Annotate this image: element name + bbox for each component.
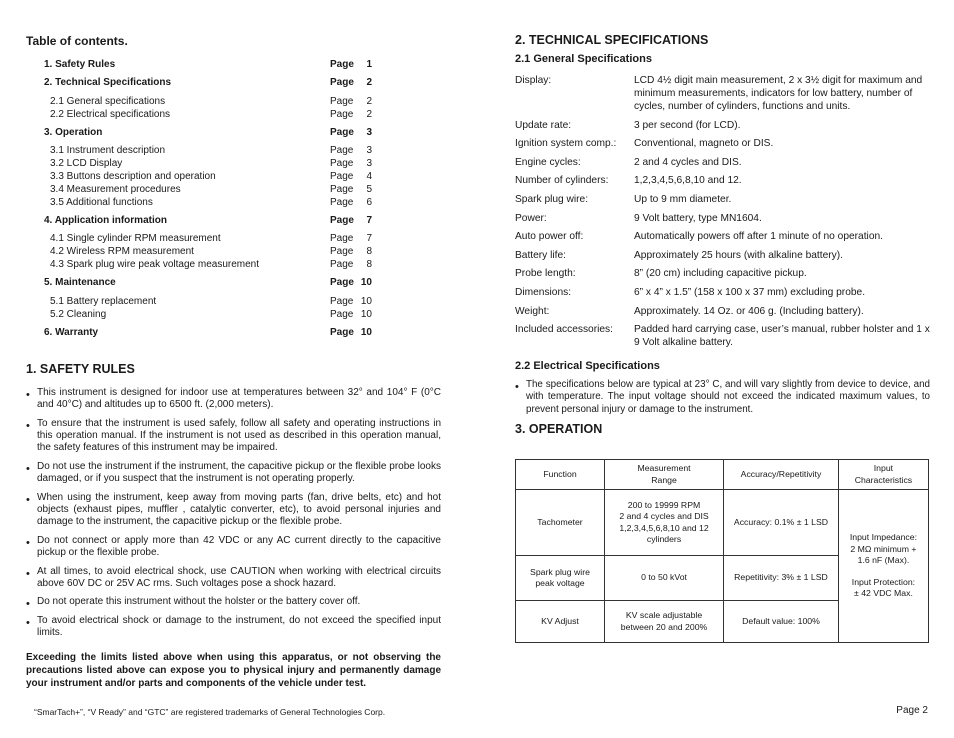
general-spec-heading: 2.1 General Specifications bbox=[515, 53, 652, 65]
toc-page-label: Page bbox=[330, 326, 354, 338]
general-spec-list bbox=[515, 74, 930, 349]
spec-label: Number of cylinders: bbox=[515, 175, 609, 187]
toc-entry-page bbox=[330, 59, 372, 72]
electrical-spec-heading: 2.2 Electrical Specifications bbox=[515, 360, 660, 373]
operation-spec-table bbox=[515, 459, 929, 643]
spec-value: Up to 9 mm diameter. bbox=[634, 193, 732, 205]
toc-entry bbox=[44, 77, 372, 90]
spec-value: 8” (20 cm) including capacitive pickup. bbox=[634, 268, 807, 280]
toc-page-label: Page bbox=[330, 295, 354, 307]
toc-entry-title: 3.2 LCD Display bbox=[50, 158, 123, 170]
spec-row bbox=[515, 249, 930, 262]
toc-entry-page bbox=[330, 197, 372, 210]
toc-page-label: Page bbox=[330, 126, 354, 138]
toc-entry-title: 4.1 Single cylinder RPM measurement bbox=[50, 233, 221, 245]
toc-entry-page bbox=[330, 215, 372, 228]
toc-entry bbox=[44, 277, 372, 290]
spec-row bbox=[515, 74, 930, 113]
page-number: Page 2 bbox=[896, 705, 928, 716]
toc-page-label: Page bbox=[330, 246, 354, 258]
table-cell: KV Adjust bbox=[516, 601, 605, 643]
toc-entry bbox=[44, 96, 372, 109]
toc-page-label: Page bbox=[330, 145, 354, 157]
toc-page-label: Page bbox=[330, 77, 354, 89]
toc-entry bbox=[44, 171, 372, 184]
spec-value: 9 Volt battery, type MN1604. bbox=[634, 212, 762, 224]
spec-label: Auto power off: bbox=[515, 231, 584, 243]
safety-rule-item: • To ensure that the instrument is used safely, follow all safety and operating instructions in this operation manual. If the instrument is not used as described in this operation manual, the safety features of this instrument may be impaired. bbox=[26, 418, 441, 455]
toc-entry bbox=[44, 127, 372, 140]
toc-entry-title: 4. Application information bbox=[44, 214, 167, 226]
spec-label: Probe length: bbox=[515, 268, 576, 280]
table-header-cell: Measurement Range bbox=[604, 460, 723, 490]
toc-page-label: Page bbox=[330, 308, 354, 320]
electrical-spec-item: • The specifications below are typical at 23° C, and will vary slightly from device to device, and with temperature. The input voltage should not exceed the indicated maximum values, to prevent personal injury or damage to the instrument. bbox=[515, 379, 930, 416]
toc-entry-page bbox=[330, 296, 372, 309]
spec-value: Approximately 25 hours (with alkaline battery). bbox=[634, 249, 843, 261]
toc-entry-title: 4.3 Spark plug wire peak voltage measurement bbox=[50, 258, 260, 270]
safety-rule-item: • Do not operate this instrument without the holster or the battery cover off. bbox=[26, 596, 441, 608]
toc-page-number: 8 bbox=[366, 258, 372, 270]
toc-page-label: Page bbox=[330, 108, 354, 120]
toc-page-label: Page bbox=[330, 158, 354, 170]
safety-bullets bbox=[26, 387, 441, 639]
table-header-cell: Accuracy/Repetitivity bbox=[724, 460, 839, 490]
toc-page-label: Page bbox=[330, 59, 354, 70]
toc-entry-title: 6. Warranty bbox=[44, 326, 99, 338]
toc-entry bbox=[44, 145, 372, 158]
toc-page-number: 2 bbox=[366, 95, 372, 107]
table-of-contents bbox=[44, 59, 372, 340]
spec-value: Automatically powers off after 1 minute of no operation. bbox=[634, 231, 883, 243]
spec-row bbox=[515, 305, 930, 318]
toc-entry bbox=[44, 109, 372, 122]
toc-entry-title: 4.2 Wireless RPM measurement bbox=[50, 246, 194, 258]
toc-entry bbox=[44, 296, 372, 309]
spec-value: Padded hard carrying case, user’s manual, rubber holster and 1 x 9 Volt alkaline battery. bbox=[634, 324, 930, 349]
operation-heading: 3. OPERATION bbox=[515, 421, 603, 436]
spec-row bbox=[515, 193, 930, 206]
toc-page-number: 5 bbox=[366, 183, 372, 195]
spec-row bbox=[515, 230, 930, 243]
toc-entry bbox=[44, 197, 372, 210]
trademark-note: “SmarTach+”, “V Ready” and “GTC” are registered trademarks of General Technologies Corp. bbox=[34, 707, 386, 718]
toc-page-number: 3 bbox=[366, 158, 372, 170]
toc-entry-title: 3.4 Measurement procedures bbox=[50, 183, 181, 195]
spec-label: Ignition system comp.: bbox=[515, 138, 617, 150]
toc-page-number: 2 bbox=[366, 77, 372, 89]
table-cell: KV scale adjustable between 20 and 200% bbox=[604, 601, 723, 643]
toc-entry-page bbox=[330, 127, 372, 140]
toc-page-number: 10 bbox=[360, 326, 372, 338]
toc-entry bbox=[44, 59, 372, 72]
safety-rule-item: • Do not connect or apply more than 42 VDC or any AC current directly to the capacitive pickup or the flexible probe. bbox=[26, 535, 441, 560]
toc-page-label: Page bbox=[330, 170, 354, 182]
table-row bbox=[516, 490, 929, 556]
toc-page-number: 10 bbox=[360, 277, 372, 289]
spec-value: Approximately. 14 Oz. or 406 g. (Including battery). bbox=[634, 305, 864, 317]
input-characteristics-cell: Input Impedance: 2 MΩ minimum + 1.6 nF (Max). Input Protection: ± 42 VDC Max. bbox=[838, 490, 928, 643]
toc-page-number: 6 bbox=[366, 196, 372, 208]
spec-row bbox=[515, 156, 930, 169]
safety-rule-item: • To avoid electrical shock or damage to the instrument, do not exceed the specified input limits. bbox=[26, 615, 441, 640]
toc-entry-page bbox=[330, 77, 372, 90]
toc-page-label: Page bbox=[330, 95, 354, 107]
toc-entry bbox=[44, 246, 372, 259]
toc-page-number: 10 bbox=[360, 308, 372, 320]
toc-page-number: 7 bbox=[366, 214, 372, 226]
spec-row bbox=[515, 267, 930, 280]
spec-row bbox=[515, 286, 930, 299]
spec-value: 2 and 4 cycles and DIS. bbox=[634, 156, 742, 168]
spec-value: 1,2,3,4,5,6,8,10 and 12. bbox=[634, 175, 742, 187]
toc-entry-page bbox=[330, 277, 372, 290]
safety-rule-item: • This instrument is designed for indoor use at temperatures between 32° and 104° F (0°C and 40°C) and altitudes up to 6500 ft. (2,000 meters). bbox=[26, 387, 441, 412]
table-header-row bbox=[516, 460, 929, 490]
toc-entry-title: 3.5 Additional functions bbox=[50, 196, 153, 208]
toc-title: Table of contents. bbox=[26, 34, 128, 48]
toc-entry-title: 3.3 Buttons description and operation bbox=[50, 170, 216, 182]
spec-row bbox=[515, 174, 930, 187]
spec-label: Weight: bbox=[515, 305, 550, 317]
toc-entry bbox=[44, 259, 372, 272]
safety-warning: Exceeding the limits listed above when using this apparatus, or not observing the precautions listed above can expose you to physical injury and permanently damage your instrument and/or parts and components of the vehicle under test. bbox=[26, 652, 441, 689]
toc-entry-title: 2.2 Electrical specifications bbox=[50, 108, 171, 120]
toc-entry-title: 5.2 Cleaning bbox=[50, 308, 107, 320]
toc-page-number: 8 bbox=[366, 246, 372, 258]
toc-entry-page bbox=[330, 259, 372, 272]
table-cell: 200 to 19999 RPM 2 and 4 cycles and DIS 1,2,3,4,5,6,8,10 and 12 cylinders bbox=[604, 490, 723, 556]
technical-specifications-section bbox=[515, 33, 930, 436]
safety-rule-item: • When using the instrument, keep away from moving parts (fan, drive belts, etc) and hot objects (exhaust pipes, muffler , catalytic converter, etc), to avoid personal injuries and damage to the instrument, the capacitive pickup or the flexible probe. bbox=[26, 492, 441, 529]
toc-entry-page bbox=[330, 184, 372, 197]
table-header-cell: Input Characteristics bbox=[838, 460, 928, 490]
toc-entry bbox=[44, 327, 372, 340]
toc-page-label: Page bbox=[330, 183, 354, 195]
spec-label: Battery life: bbox=[515, 249, 566, 261]
spec-value: Conventional, magneto or DIS. bbox=[634, 138, 774, 150]
electrical-spec-bullets bbox=[515, 379, 930, 416]
toc-entry bbox=[44, 309, 372, 322]
toc-entry-page bbox=[330, 158, 372, 171]
toc-page-number: 2 bbox=[366, 108, 372, 120]
toc-entry bbox=[44, 233, 372, 246]
toc-entry bbox=[44, 184, 372, 197]
spec-label: Update rate: bbox=[515, 119, 572, 131]
spec-value: 3 per second (for LCD). bbox=[634, 119, 741, 131]
toc-entry-page bbox=[330, 309, 372, 322]
toc-entry bbox=[44, 215, 372, 228]
toc-page-number: 1 bbox=[366, 59, 372, 70]
toc-page-number: 4 bbox=[366, 170, 372, 182]
toc-entry-page bbox=[330, 96, 372, 109]
spec-value: LCD 4½ digit main measurement, 2 x 3½ digit for maximum and minimum measurements, indicators for low battery, number of cycles, number of cylinders, functions and units. bbox=[634, 75, 923, 112]
toc-page-number: 3 bbox=[366, 126, 372, 138]
spec-label: Engine cycles: bbox=[515, 156, 581, 168]
toc-entry-page bbox=[330, 109, 372, 122]
toc-entry-title: 2. Technical Specifications bbox=[44, 77, 172, 89]
spec-label: Power: bbox=[515, 212, 547, 224]
toc-entry-title: 5.1 Battery replacement bbox=[50, 295, 157, 307]
toc-entry-title: 2.1 General specifications bbox=[50, 95, 166, 107]
toc-entry-title: 3.1 Instrument description bbox=[50, 145, 166, 157]
spec-row bbox=[515, 137, 930, 150]
spec-row bbox=[515, 212, 930, 225]
safety-rules-section bbox=[26, 362, 441, 717]
spec-row bbox=[515, 119, 930, 132]
safety-heading: 1. SAFETY RULES bbox=[26, 362, 135, 376]
toc-page-label: Page bbox=[330, 277, 354, 289]
safety-rule-item: • Do not use the instrument if the instrument, the capacitive pickup or the flexible probe looks damaged, or if you suspect that the instrument is not operating properly. bbox=[26, 461, 441, 486]
table-cell: Accuracy: 0.1% ± 1 LSD bbox=[724, 490, 839, 556]
spec-label: Spark plug wire: bbox=[515, 193, 589, 205]
toc-entry-page bbox=[330, 171, 372, 184]
toc-page-label: Page bbox=[330, 233, 354, 245]
toc-entry bbox=[44, 158, 372, 171]
toc-entry-page bbox=[330, 233, 372, 246]
toc-page-number: 3 bbox=[366, 145, 372, 157]
spec-value: 6” x 4” x 1.5” (158 x 100 x 37 mm) excluding probe. bbox=[634, 286, 866, 298]
table-cell: 0 to 50 kVot bbox=[604, 556, 723, 601]
toc-page-number: 10 bbox=[360, 295, 372, 307]
safety-rule-item: • At all times, to avoid electrical shock, use CAUTION when working with electrical circuits above 60V DC or 25V AC rms. Such voltages pose a shock hazard. bbox=[26, 566, 441, 591]
spec-label: Dimensions: bbox=[515, 286, 572, 298]
tech-spec-heading: 2. TECHNICAL SPECIFICATIONS bbox=[515, 33, 709, 47]
spec-label: Display: bbox=[515, 75, 552, 86]
toc-entry-title: 5. Maintenance bbox=[44, 277, 116, 289]
toc-entry-page bbox=[330, 246, 372, 259]
toc-entry-title: 3. Operation bbox=[44, 126, 103, 138]
toc-entry-title: 1. Safety Rules bbox=[44, 59, 116, 70]
table-cell: Spark plug wire peak voltage bbox=[516, 556, 605, 601]
toc-page-label: Page bbox=[330, 258, 354, 270]
table-cell: Tachometer bbox=[516, 490, 605, 556]
spec-row bbox=[515, 323, 930, 349]
table-cell: Default value: 100% bbox=[724, 601, 839, 643]
toc-entry-page bbox=[330, 145, 372, 158]
toc-entry-page bbox=[330, 327, 372, 340]
toc-page-label: Page bbox=[330, 196, 354, 208]
toc-page-label: Page bbox=[330, 214, 354, 226]
table-cell: Repetitivity: 3% ± 1 LSD bbox=[724, 556, 839, 601]
toc-page-number: 7 bbox=[366, 233, 372, 245]
spec-label: Included accessories: bbox=[515, 324, 613, 336]
table-header-cell: Function bbox=[516, 460, 605, 490]
